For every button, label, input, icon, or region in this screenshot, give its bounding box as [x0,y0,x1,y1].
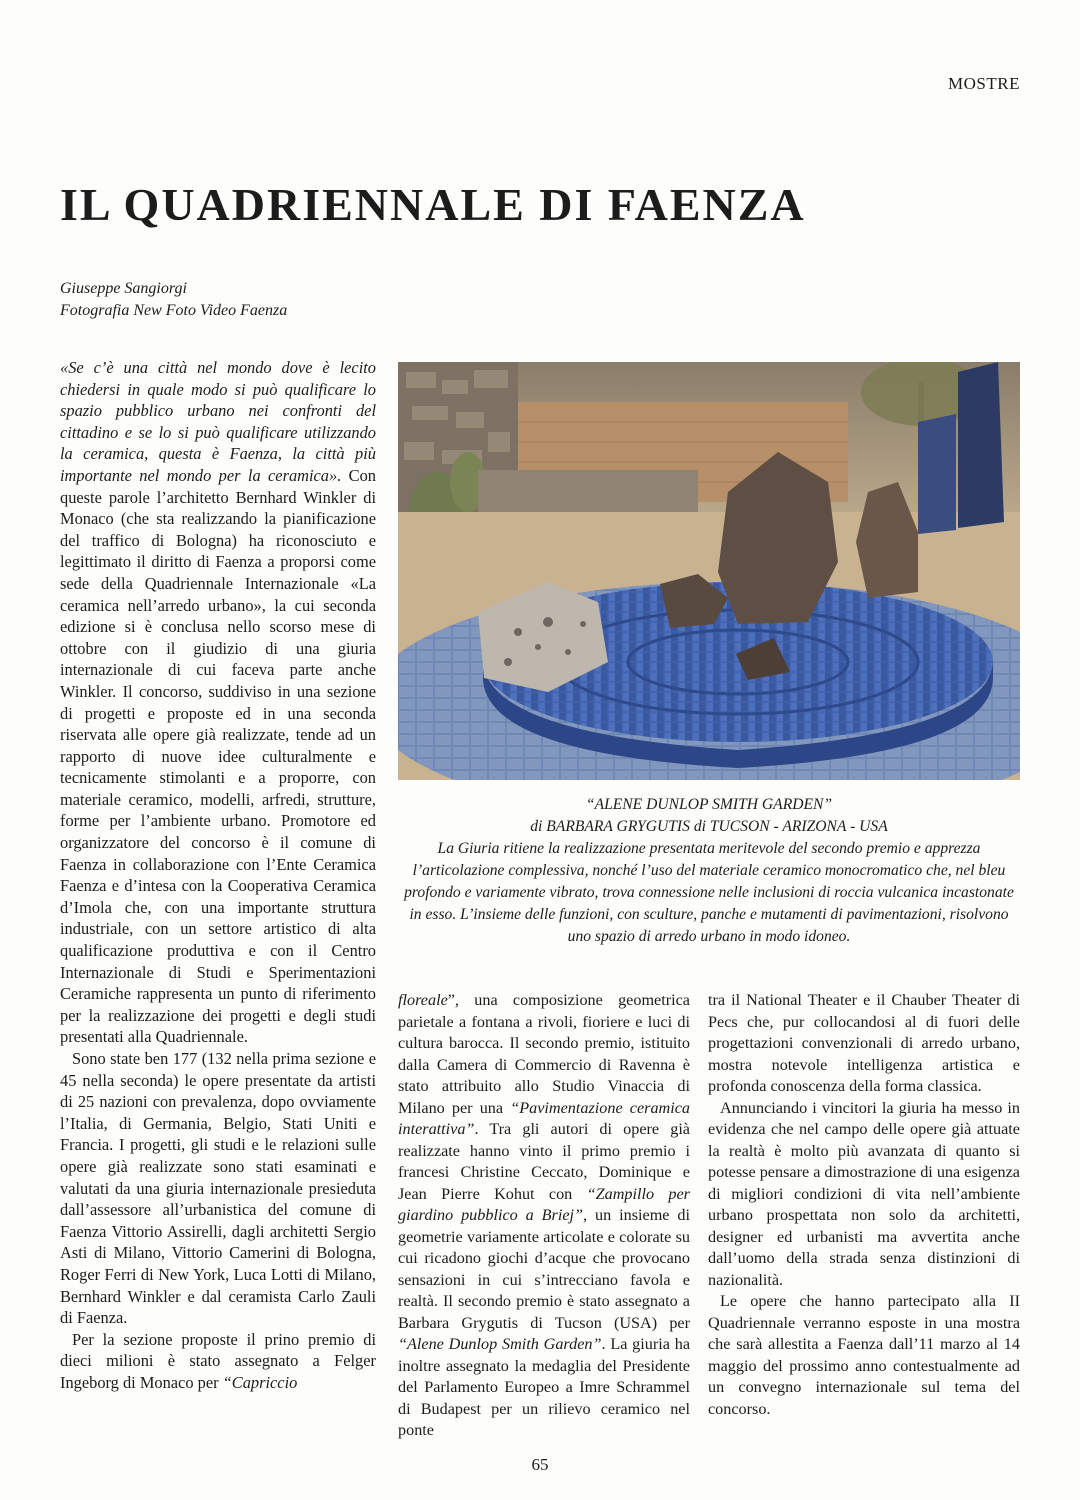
text-column-1 [60,357,376,1394]
paragraph: Le opere che hanno partecipato alla II Quadriennale verranno esposte in una mostra che sarà allestita a Faenza dall’11 marzo al 14 maggio del prossimo anno contestualmente ad un convegno internazionale sul tema del concorso. [708,1292,1020,1418]
opening-quote: «Se c’è una città nel mondo dove è lecito chiedersi in quale modo si può qualificare lo spazio pubblico urbano nei confronti del cittadino e se lo si può qualificare utilizzando la ceramica, questa è Faenza, la città più importante nel mondo per la ceramica». [60,358,376,485]
caption-title: “ALENE DUNLOP SMITH GARDEN” [585,796,833,813]
author-name: Giuseppe Sangiorgi [60,280,187,297]
article-title: IL QUADRIENNALE DI FAENZA [60,179,806,230]
paragraph: tra il National Theater e il Chauber Theater di Pecs che, pur collocandosi al di fuori delle progettazioni convenzionali di arredo urbano, mostra notevole intelligenza artistica e profonda conoscenza della forma classica. [708,991,1020,1095]
caption-artist: di BARBARA GRYGUTIS di TUCSON - ARIZONA - USA [530,818,888,835]
byline [60,278,287,322]
paragraph: Sono state ben 177 (132 nella prima sezione e 45 nella seconda) le opere presentate da artisti di 25 nazioni con prevalenza, dopo ovviamente l’Italia, di Germania, Belgio, Stati Uniti e Francia. I progetti, gli studi e le relazioni sulle opere già realizzate sono stati esaminati e valutati da una giuria internazionale presieduta dall’assessore all’urbanistica del comune di Faenza Vittorio Assirelli, dagli architetti Sergio Asti di Milano, Vittorio Camerini di Bologna, Roger Ferri di New York, Luca Lotti di Milano, Bernhard Winkler e dal ceramista Carlo Zauli di Faenza. [60,1049,376,1328]
garden-photo [398,362,1020,780]
text-column-2 [398,990,690,1442]
text-column-3 [708,990,1020,1420]
paragraph: Per la sezione proposte il prino premio di dieci milioni è stato assegnato a Felger Ingeborg di Monaco per “Capriccio [60,1329,376,1392]
photo-credit: Fotografia New Foto Video Faenza [60,302,288,319]
photo-caption [398,794,1020,948]
paragraph: «Se c’è una città nel mondo dove è lecito chiedersi in quale modo si può qualificare lo spazio pubblico urbano nei confronti del cittadino e se lo si può qualificare utilizzando la ceramica, questa è Faenza, la città più importante nel mondo per la ceramica». Con queste parole l’architetto Bernhard Winkler di Monaco (che sta realizzando la pianificazione del traffico di Bologna) ha riconosciuto e legittimato il diritto di Faenza a proporsi come sede della Quadriennale Internazionale «La ceramica nell’arredo urbano», la cui seconda edizione si è conclusa nello scorso mese di ottobre con il giudizio di una giuria internazionale di cui faceva parte anche Winkler. Il concorso, suddiviso in una sezione di progetti e proposte ed in una seconda riservata alle opere già realizzate, tende ad un rapporto di nuove idee culturalmente e tecnicamente stimolanti e a proporre, con materiale ceramico, modelli, arfredi, strutture, forme per l’ambiente urbano. Promotore ed organizzatore del concorso è il comune di Faenza in collaborazione con l’Ente Ceramica Faenza e d’intesa con la Cooperativa Ceramica d’Imola che, con una importante struttura industriale, con un settore artistico di alta qualificazione produttiva e con il Centro Internazionale di Studi e Sperimentazioni Ceramiche rappresenta un punto di riferimento per la realizzazione dei progetti e degli studi presentati alla Quadriennale. [60,358,376,1047]
page-number: 65 [531,1455,549,1474]
section-label: MOSTRE [948,74,1020,93]
paragraph: Annunciando i vincitori la giuria ha messo in evidenza che nel campo delle opere già attuate la realtà è molto più avanzata di quanto si potesse pensare a dimostrazione di una esigenza di migliori condizioni di vita nell’ambiente urbano prospettata non solo da architetti, designer ed urbanisti ma avvertita anche dall’uomo della strada senza distinzioni di nazionalità. [708,1098,1020,1289]
paragraph: floreale”, una composizione geometrica parietale a fontana a rivoli, fioriere e luci di cultura barocca. Il secondo premio, istituito dalla Camera di Commercio di Ravenna è stato attribuito allo Studio Vinaccia di Milano per una “Pavimentazione ceramica interattiva”. Tra gli autori di opere già realizzate hanno vinto il primo premio i francesi Christine Ceccato, Dominique e Jean Pierre Kohut con “Zampillo per giardino pubblico a Briej”, un insieme di geometrie variamente articolate e colorate su cui ricadono giochi d’acque che provocano sensazioni in cui s’intrecciano favola e realtà. Il secondo premio è stato assegnato a Barbara Grygutis di Tucson (USA) per “Alene Dunlop Smith Garden”. La giuria ha inoltre assegnato la medaglia del Presidente del Parlamento Europeo a Imre Schrammel di Budapest per un rilievo ceramico nel ponte [398,991,690,1439]
caption-body: La Giuria ritiene la realizzazione presentata meritevole del secondo premio e apprezza l’articolazione complessiva, nonché l’uso del materiale ceramico monocromatico che, nel bleu profondo e variamente vibrato, trova connessione nelle inclusioni di roccia vulcanica incastonate in esso. L’insieme delle funzioni, con sculture, panche e mutamenti di pavimentazioni, risolvono uno spazio di arredo urbano in modo idoneo. [404,840,1014,945]
